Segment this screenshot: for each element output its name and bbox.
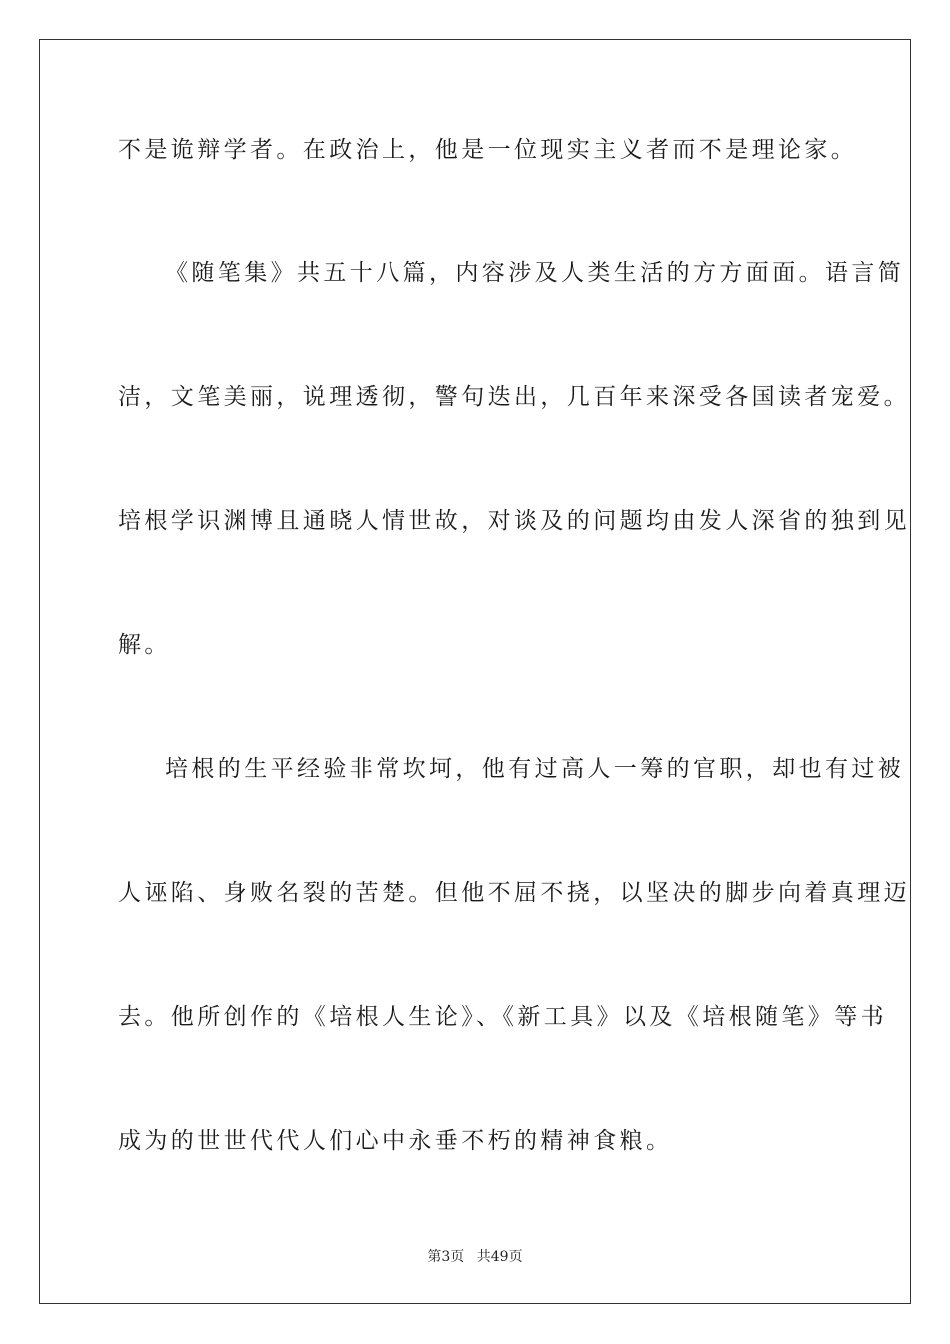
- page-frame: [39, 39, 911, 1304]
- text-line: 去。他所创作的《培根人生论》、《新工具》以及《培根随笔》等书: [118, 1004, 887, 1030]
- text-line: 解。: [118, 632, 171, 658]
- text-line: 《随笔集》共五十八篇，内容涉及人类生活的方方面面。语言简: [165, 260, 905, 286]
- current-page-number: 第3页: [427, 1249, 465, 1265]
- text-line: 不是诡辩学者。在政治上，他是一位现实主义者而不是理论家。: [118, 137, 858, 163]
- text-line: 培根的生平经验非常坎坷，他有过高人一筹的官职，却也有过被: [165, 756, 905, 782]
- page-footer: [0, 1248, 950, 1266]
- text-line: 人诬陷、身败名裂的苦楚。但他不屈不挠，以坚决的脚步向着真理迈: [118, 880, 910, 906]
- text-line: 洁，文笔美丽，说理透彻，警句迭出，几百年来深受各国读者宠爱。: [118, 384, 910, 410]
- total-pages: 共49页: [476, 1249, 523, 1265]
- text-line: 成为的世世代代人们心中永垂不朽的精神食粮。: [118, 1128, 673, 1154]
- text-line: 培根学识渊博且通晓人情世故，对谈及的问题均由发人深省的独到见: [118, 508, 910, 534]
